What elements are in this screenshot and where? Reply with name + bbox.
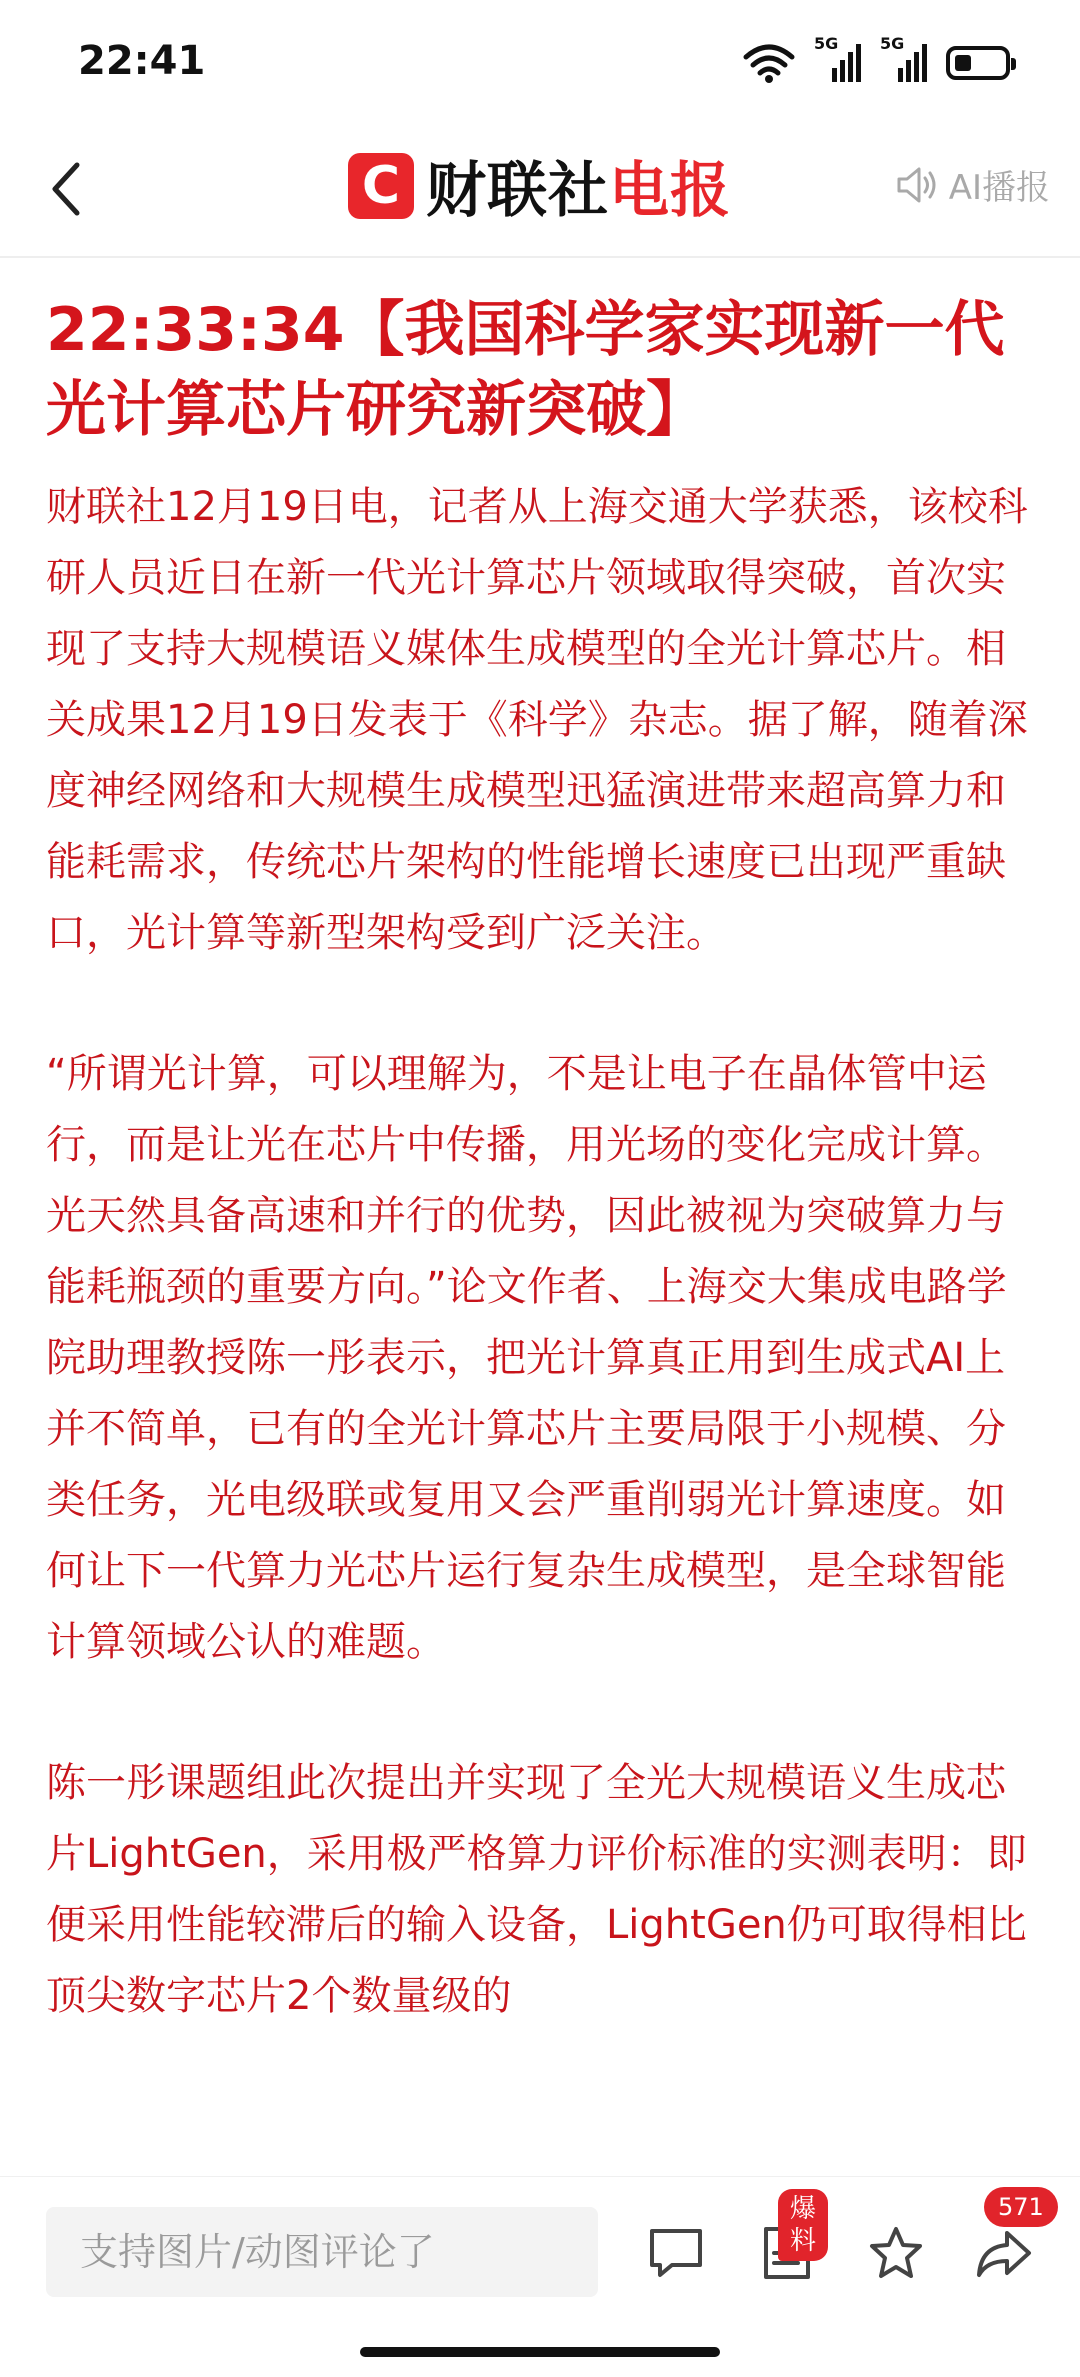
status-bar — [0, 0, 1080, 120]
ai-broadcast-label: AI播报 — [948, 168, 1050, 208]
signal-5g-label-1: 5G — [814, 34, 839, 53]
comment-input[interactable] — [46, 2207, 598, 2297]
chevron-left-icon — [49, 161, 83, 217]
speaker-icon — [895, 165, 939, 205]
ai-broadcast-button[interactable] — [895, 160, 1050, 209]
brand-name-part2: 电报 — [609, 156, 731, 226]
comment-bubble-icon — [646, 2225, 706, 2281]
star-icon — [866, 2224, 926, 2282]
article-body — [46, 290, 1036, 2175]
article-paragraph-2: “所谓光计算，可以理解为，不是让电子在晶体管中运行，而是让光在芯片中传播，用光场的变化完成计算。光天然具备高速和并行的优势，因此被视为突破算力与能耗瓶颈的重要方向。”论文作者、上海交大集成电路学院助理教授陈一彤表示，把光计算真正用到生成式AI上并不简单，已有的全光计算芯片主要局限于小规模、分类任务，光电级联或复用又会严重削弱光计算速度。如何让下一代算力光芯片运行复杂生成模型，是全球智能计算领域公认的难题。 — [46, 1051, 1007, 1665]
battery-level — [955, 55, 971, 71]
comment-button[interactable] — [636, 2213, 716, 2293]
signal-5g-label-2: 5G — [880, 34, 905, 53]
brand-name — [426, 143, 731, 229]
brand-name-part1: 财联社 — [426, 156, 609, 226]
status-time: 22:41 — [78, 38, 206, 84]
wifi-icon — [742, 43, 796, 83]
brand-logo-letter: C — [361, 156, 401, 216]
favorite-button[interactable] — [856, 2213, 936, 2293]
signal-5g-icon-2 — [880, 34, 928, 86]
battery-cap — [1011, 58, 1016, 70]
report-tip-button[interactable] — [746, 2194, 826, 2293]
back-button[interactable] — [36, 156, 96, 222]
battery-icon — [946, 46, 1010, 80]
article-paragraph-3: 陈一彤课题组此次提出并实现了全光大规模语义生成芯片LightGen，采用极严格算力评价标准的实测表明：即便采用性能较滞后的输入设备，LightGen仍可取得相比顶尖数字芯片2个数量级的 — [46, 1760, 1027, 2019]
bottom-action-bar — [0, 2176, 1080, 2377]
share-count-badge: 571 — [984, 2187, 1058, 2227]
article-headline: 22:33:34【我国科学家实现新一代光计算芯片研究新突破】 — [46, 295, 1005, 445]
share-arrow-icon — [973, 2225, 1035, 2281]
report-badge: 爆料 — [778, 2189, 828, 2261]
status-icons — [742, 34, 1010, 86]
brand-logo-icon — [348, 153, 414, 219]
brand-logo-group — [348, 150, 731, 226]
article-paragraph-1: 财联社12月19日电，记者从上海交通大学获悉，该校科研人员近日在新一代光计算芯片领域取得突破，首次实现了支持大规模语义媒体生成模型的全光计算芯片。相关成果12月19日发表于《科学》杂志。据了解，随着深度神经网络和大规模生成模型迅猛演进带来超高算力和能耗需求，传统芯片架构的性能增长速度已出现严重缺口，光计算等新型架构受到广泛关注。 — [46, 484, 1028, 956]
home-indicator[interactable] — [360, 2347, 720, 2357]
signal-5g-icon-1 — [814, 34, 862, 86]
share-button[interactable] — [964, 2193, 1044, 2293]
app-header — [0, 120, 1080, 258]
